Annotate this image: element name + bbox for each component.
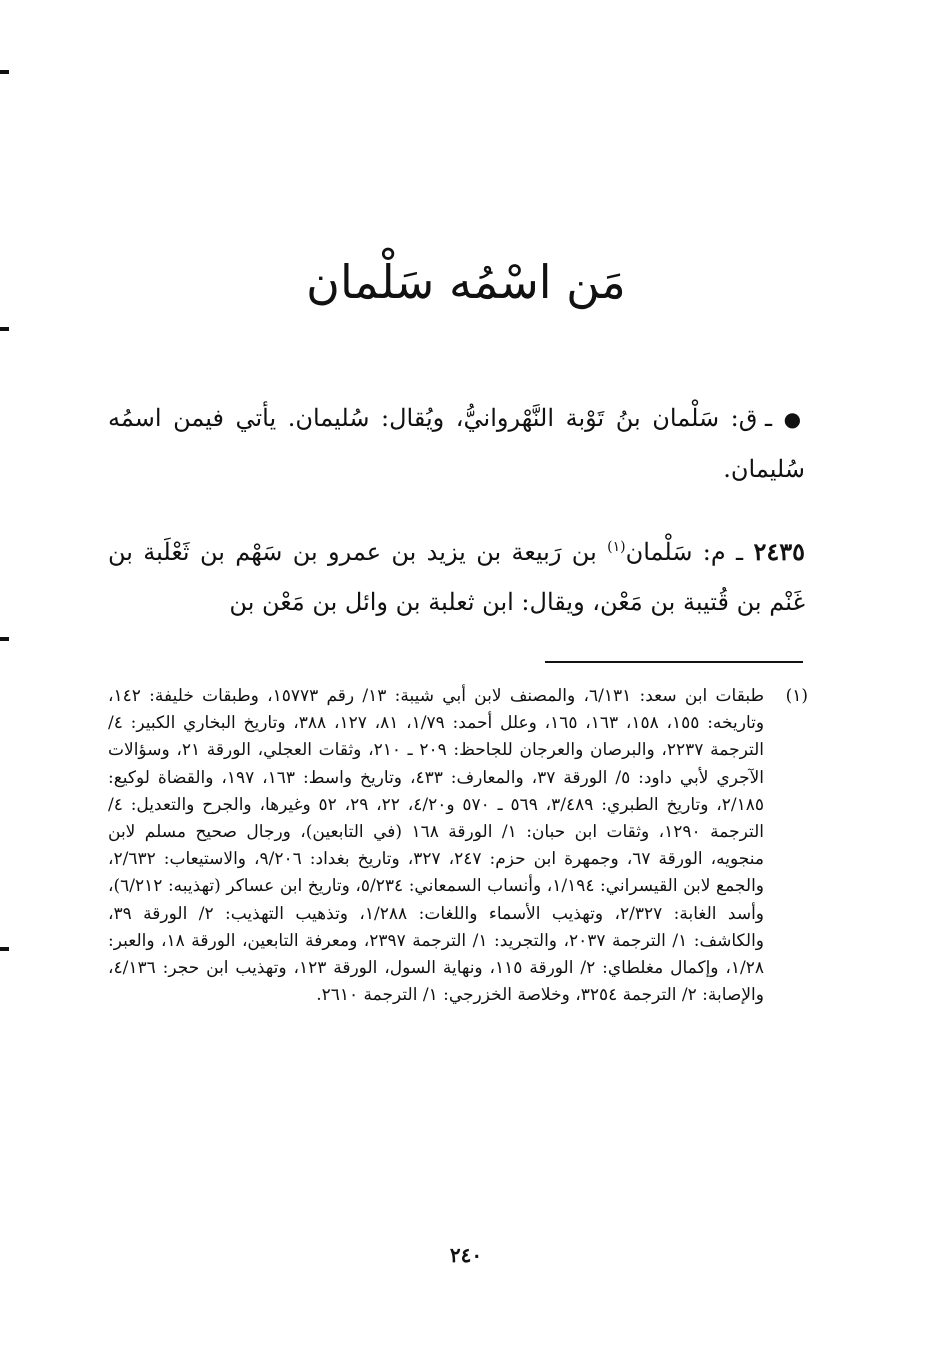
- entry-text: ـ ق: سَلْمان بنُ تَوْبة النَّهْروانيُّ، ويُقال: سُليمان. يأتي فيمن اسمُه سُليمان.: [108, 404, 805, 483]
- entry-paragraph: [108, 522, 805, 627]
- page-number: ٢٤٠: [449, 1243, 483, 1267]
- bullet-icon: ●: [783, 407, 805, 431]
- binding-mark: [0, 70, 9, 74]
- footnote-number: (١): [785, 686, 808, 706]
- entry-number: ٢٤٣٥: [753, 537, 805, 566]
- footnote-reference[interactable]: (١): [607, 539, 626, 555]
- entry-text: ـ م: سَلْمان: [625, 538, 754, 566]
- binding-mark: [0, 947, 9, 951]
- entry-paragraph: [108, 393, 805, 494]
- section-heading: مَن اسْمُه سَلْمان: [306, 255, 626, 309]
- binding-mark: [0, 637, 9, 641]
- footnote-divider: [545, 661, 803, 663]
- entry-text: بن رَبيعة بن يزيد بن عمرو بن سَهْم بن ثَعْلَبة بن غَنْم بن قُتيبة بن مَعْن، ويقال: ابن ثعلبة بن وائل بن مَعْن بن: [108, 538, 805, 616]
- footnote-text: طبقات ابن سعد: ٦/١٣١، والمصنف لابن أبي شيبة: ١٣/ رقم ١٥٧٧٣، وطبقات خليفة: ١٤٢، وتاريخه: ١٥٥، ١٥٨، ١٦٣، ١٦٥، وعلل أحمد: ١/٧٩، ٨١، ١٢٧، ٣٨٨، وتاريخ البخاري الكبير: ٤/ الترجمة ٢٢٣٧، والبرصان والعرجان للجاحظ: ٢٠٩ ـ ٢١٠، وثقات العجلي، الورقة ٢١، وسؤالات الآجري لأبي داود: ٥/ الورقة ٣٧، والمعارف: ٤٣٣، وتاريخ واسط: ١٦٣، ١٩٧، والقضاة لوكيع: ٢/١٨٥، وتاريخ الطبري: ٣/٤٨٩، ٥٦٩ ـ ٥٧٠ و٤/٢٠، ٢٢، ٢٩، ٥٢ وغيرها، والجرح والتعديل: ٤/ الترجمة ١٢٩٠، وثقات ابن حبان: ١/ الورقة ١٦٨ (في التابعين)، ورجال صحيح مسلم لابن منجويه، الورقة ٦٧، وجمهرة ابن حزم: ٢٤٧، ٣٢٧، وتاريخ بغداد: ٩/٢٠٦، والاستيعاب: ٢/٦٣٢، والجمع لابن القيسراني: ١/١٩٤، وأنساب السمعاني: ٥/٢٣٤، وتاريخ ابن عساكر (تهذيبه: ٦/٢١٢)، وأسد الغابة: ٢/٣٢٧، وتهذيب الأسماء واللغات: ١/٢٨٨، وتذهيب التهذيب: ٢/ الورقة ٣٩، والكاشف: ١/ الترجمة ٢٠٣٧، والتجريد: ١/ الترجمة ٢٣٩٧، ومعرفة التابعين، الورقة ١٨، والعبر: ١/٢٨، وإكمال مغلطاي: ٢/ الورقة ١١٥، ونهاية السول، الورقة ١٢٣، وتهذيب ابن حجر: ٤/١٣٦، والإصابة: ٢/ الترجمة ٣٢٥٤، وخلاصة الخزرجي: ١/ الترجمة ٢٦١٠.: [108, 686, 765, 1006]
- binding-mark: [0, 327, 9, 331]
